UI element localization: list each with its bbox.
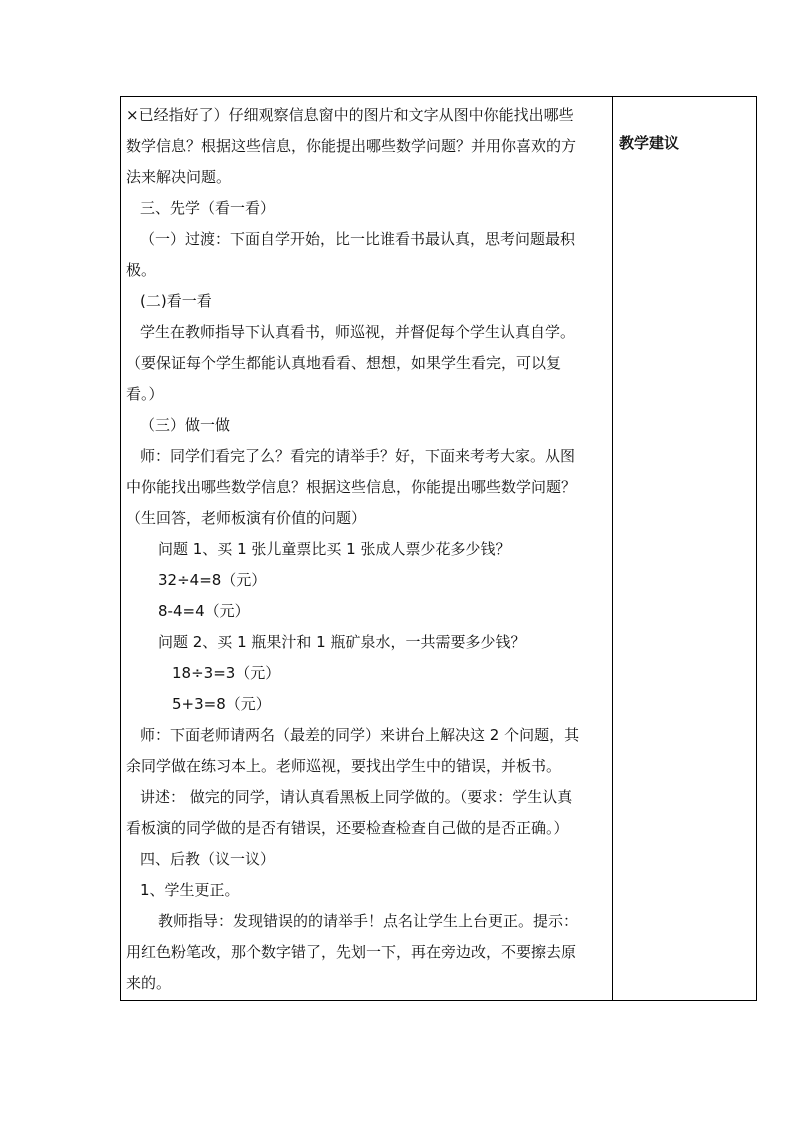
text-line: （一）过渡：下面自学开始，比一比谁看书最认真，思考问题最积: [140, 230, 576, 248]
text-line: （生回答，老师板演有价值的问题）: [126, 509, 367, 527]
text-line: 极。: [126, 261, 157, 279]
teaching-suggestion-title: 教学建议: [619, 134, 680, 152]
text-line: 1、学生更正。: [140, 881, 240, 899]
text-line: （要保证每个学生都能认真地看看、想想，如果学生看完，可以复: [126, 354, 562, 372]
equation-line: 8-4=4（元）: [158, 602, 250, 620]
subsection-heading: (二)看一看: [140, 292, 212, 310]
text-line: 中你能找出哪些数学信息？根据这些信息，你能提出哪些数学问题？: [126, 478, 577, 496]
problem-line: 问题 1、买 1 张儿童票比买 1 张成人票少花多少钱？: [158, 540, 511, 558]
text-line: 法来解决问题。: [126, 168, 232, 186]
text-line: 看。）: [126, 385, 164, 403]
text-line: 看板演的同学做的是否有错误，还要检查检查自己做的是否正确。）: [126, 819, 569, 837]
equation-line: 32÷4=8（元）: [158, 571, 267, 589]
text-line: ×已经指好了）仔细观察信息窗中的图片和文字从图中你能找出哪些: [126, 106, 574, 124]
equation-line: 5+3=8（元）: [172, 695, 271, 713]
text-line: 学生在教师指导下认真看书，师巡视，并督促每个学生认真自学。: [140, 323, 576, 341]
subsection-heading: （三）做一做: [140, 416, 231, 434]
text-line: 师：同学们看完了么？看完的请举手？好，下面来考考大家。从图: [140, 447, 576, 465]
column-divider: [612, 96, 613, 1001]
problem-line: 问题 2、买 1 瓶果汁和 1 瓶矿泉水，一共需要多少钱？: [158, 633, 526, 651]
lesson-content-cell: [126, 100, 610, 999]
text-line: 用红色粉笔改，那个数字错了，先划一下，再在旁边改，不要擦去原: [126, 943, 577, 961]
text-line: 余同学做在练习本上。老师巡视，要找出学生中的错误，并板书。: [126, 757, 562, 775]
text-line: 教师指导：发现错误的的请举手！点名让学生上台更正。提示：: [158, 912, 579, 930]
text-line: 师：下面老师请两名（最差的同学）来讲台上解决这 2 个问题，其: [140, 726, 580, 744]
equation-line: 18÷3=3（元）: [172, 664, 281, 682]
section-heading: 四、后教（议一议）: [140, 850, 276, 868]
text-line: 数学信息？根据这些信息，你能提出哪些数学问题？并用你喜欢的方: [126, 137, 577, 155]
teaching-suggestion-cell: [619, 132, 753, 154]
section-heading: 三、先学（看一看）: [140, 199, 276, 217]
text-line: 来的。: [126, 974, 172, 992]
text-line: 讲述： 做完的同学，请认真看黑板上同学做的。（要求：学生认真: [140, 788, 573, 806]
